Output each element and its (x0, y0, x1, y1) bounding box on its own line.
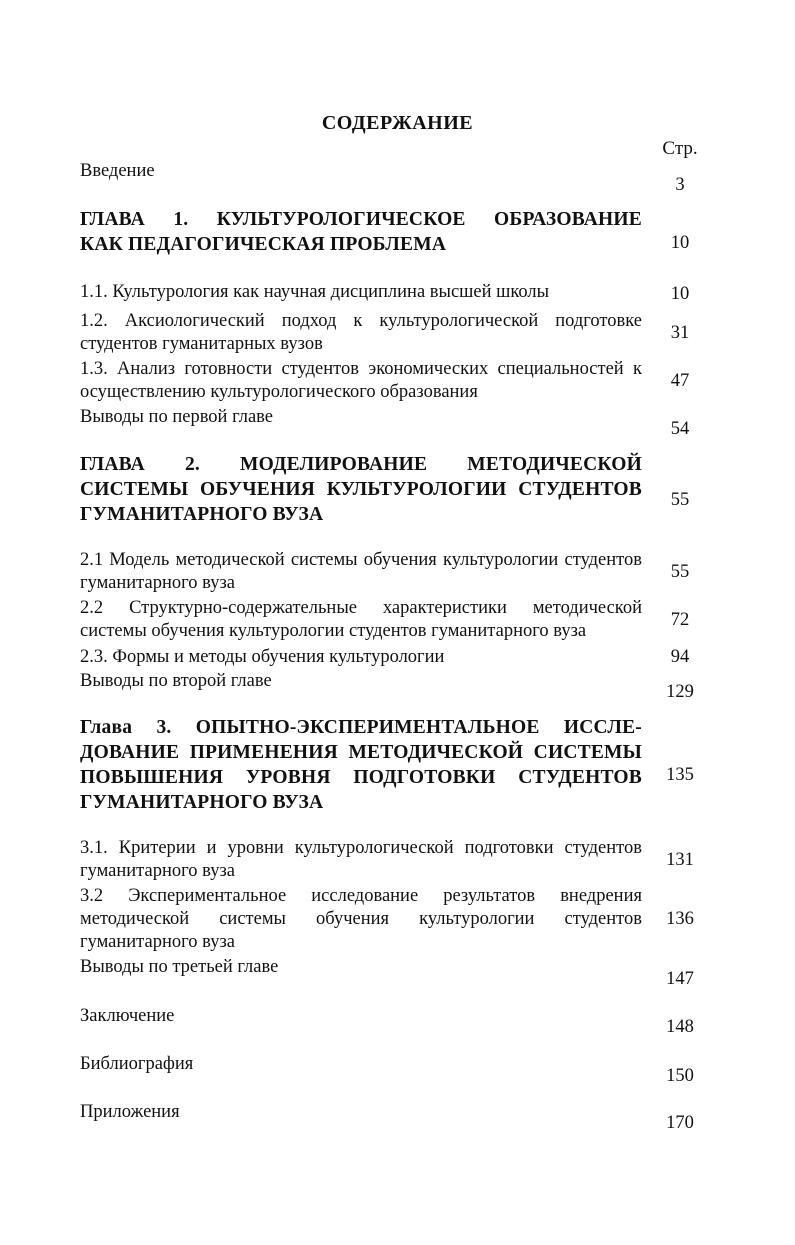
chapter-heading-line: КАК ПЕДАГОГИЧЕСКАЯ ПРОБЛЕМА (80, 234, 447, 255)
toc-entry-page: 10 (670, 284, 690, 304)
toc-entry-text: Выводы по второй главе (80, 671, 272, 691)
toc-entry-text: 1.1. Культурология как научная дисциплина высшей школы (80, 282, 550, 302)
toc-entry-text: Выводы по первой главе (80, 407, 274, 427)
toc-entry-page: 54 (670, 419, 690, 439)
toc-entry-page: 135 (666, 765, 694, 785)
toc-entry-text: 2.2 Структурно-содержательные характеристики методической системы обучения культурологии студентов гуманитарного вуза (80, 598, 642, 641)
toc-entry-page: 55 (670, 562, 690, 582)
toc-entry-text: Приложения (80, 1102, 180, 1122)
toc-entry-page: 136 (666, 909, 694, 929)
toc-entry-text: 1.3. Анализ готовности студентов экономических специальностей к осуществлению культурологического образования (80, 359, 642, 402)
chapter-heading-line: ДОВАНИЕ ПРИМЕНЕНИЯ МЕТОДИЧЕСКОЙ СИСТЕМЫ (80, 742, 642, 763)
chapter-heading-line: ПОВЫШЕНИЯ УРОВНЯ ПОДГОТОВКИ СТУДЕНТОВ (80, 767, 642, 788)
toc-entry-text: 3.1. Критерии и уровни культурологической подготовки студентов гуманитарного вуза (80, 838, 642, 881)
page-column-label: Стр. (662, 138, 698, 159)
chapter-heading (80, 207, 642, 257)
chapter-heading (80, 452, 642, 527)
toc-entry-page: 55 (670, 490, 690, 510)
toc-entry-page: 170 (666, 1113, 694, 1133)
toc-entry-text: Введение (80, 161, 155, 181)
toc-entry-text: 2.3. Формы и методы обучения культурологии (80, 647, 445, 667)
chapter-heading-line: ГЛАВА 2. МОДЕЛИРОВАНИЕ МЕТОДИЧЕСКОЙ (80, 454, 642, 475)
toc-entry-page: 150 (666, 1066, 694, 1086)
toc-entry-page: 148 (666, 1017, 694, 1037)
toc-entry-page: 131 (666, 850, 694, 870)
toc-entry-page: 31 (670, 323, 690, 343)
chapter-heading (80, 715, 642, 815)
toc-entry-text: 1.2. Аксиологический подход к культурологической подготовке студентов гуманитарных вузов (80, 311, 642, 354)
toc-entry-text: Выводы по третьей главе (80, 957, 279, 977)
chapter-heading-line: ГУМАНИТАРНОГО ВУЗА (80, 504, 324, 525)
toc-entry-page: 47 (670, 371, 690, 391)
toc-entry-page: 129 (666, 682, 694, 702)
toc-entry-page: 72 (670, 610, 690, 630)
toc-entry-page: 10 (670, 233, 690, 253)
chapter-heading-line: Глава 3. ОПЫТНО-ЭКСПЕРИМЕНТАЛЬНОЕ ИССЛЕ- (80, 717, 642, 738)
toc-entry-page: 3 (675, 175, 685, 195)
toc-entry-text: 2.1 Модель методической системы обучения культурологии студентов гуманитарного вуза (80, 550, 642, 593)
chapter-heading-line: ГУМАНИТАРНОГО ВУЗА (80, 792, 324, 813)
toc-entry-page: 147 (666, 969, 694, 989)
toc-entry-text: Библиография (80, 1054, 194, 1074)
chapter-heading-line: СИСТЕМЫ ОБУЧЕНИЯ КУЛЬТУРОЛОГИИ СТУДЕНТОВ (80, 479, 642, 500)
page-title: СОДЕРЖАНИЕ (321, 112, 474, 134)
toc-entry-page: 94 (670, 647, 690, 667)
toc-entry-text: 3.2 Экспериментальное исследование результатов внедрения методической системы обучения культурологии студентов гуманитарного вуза (80, 886, 642, 952)
chapter-heading-line: ГЛАВА 1. КУЛЬТУРОЛОГИЧЕСКОЕ ОБРАЗОВАНИЕ (80, 209, 642, 230)
toc-entry-text: Заключение (80, 1006, 175, 1026)
